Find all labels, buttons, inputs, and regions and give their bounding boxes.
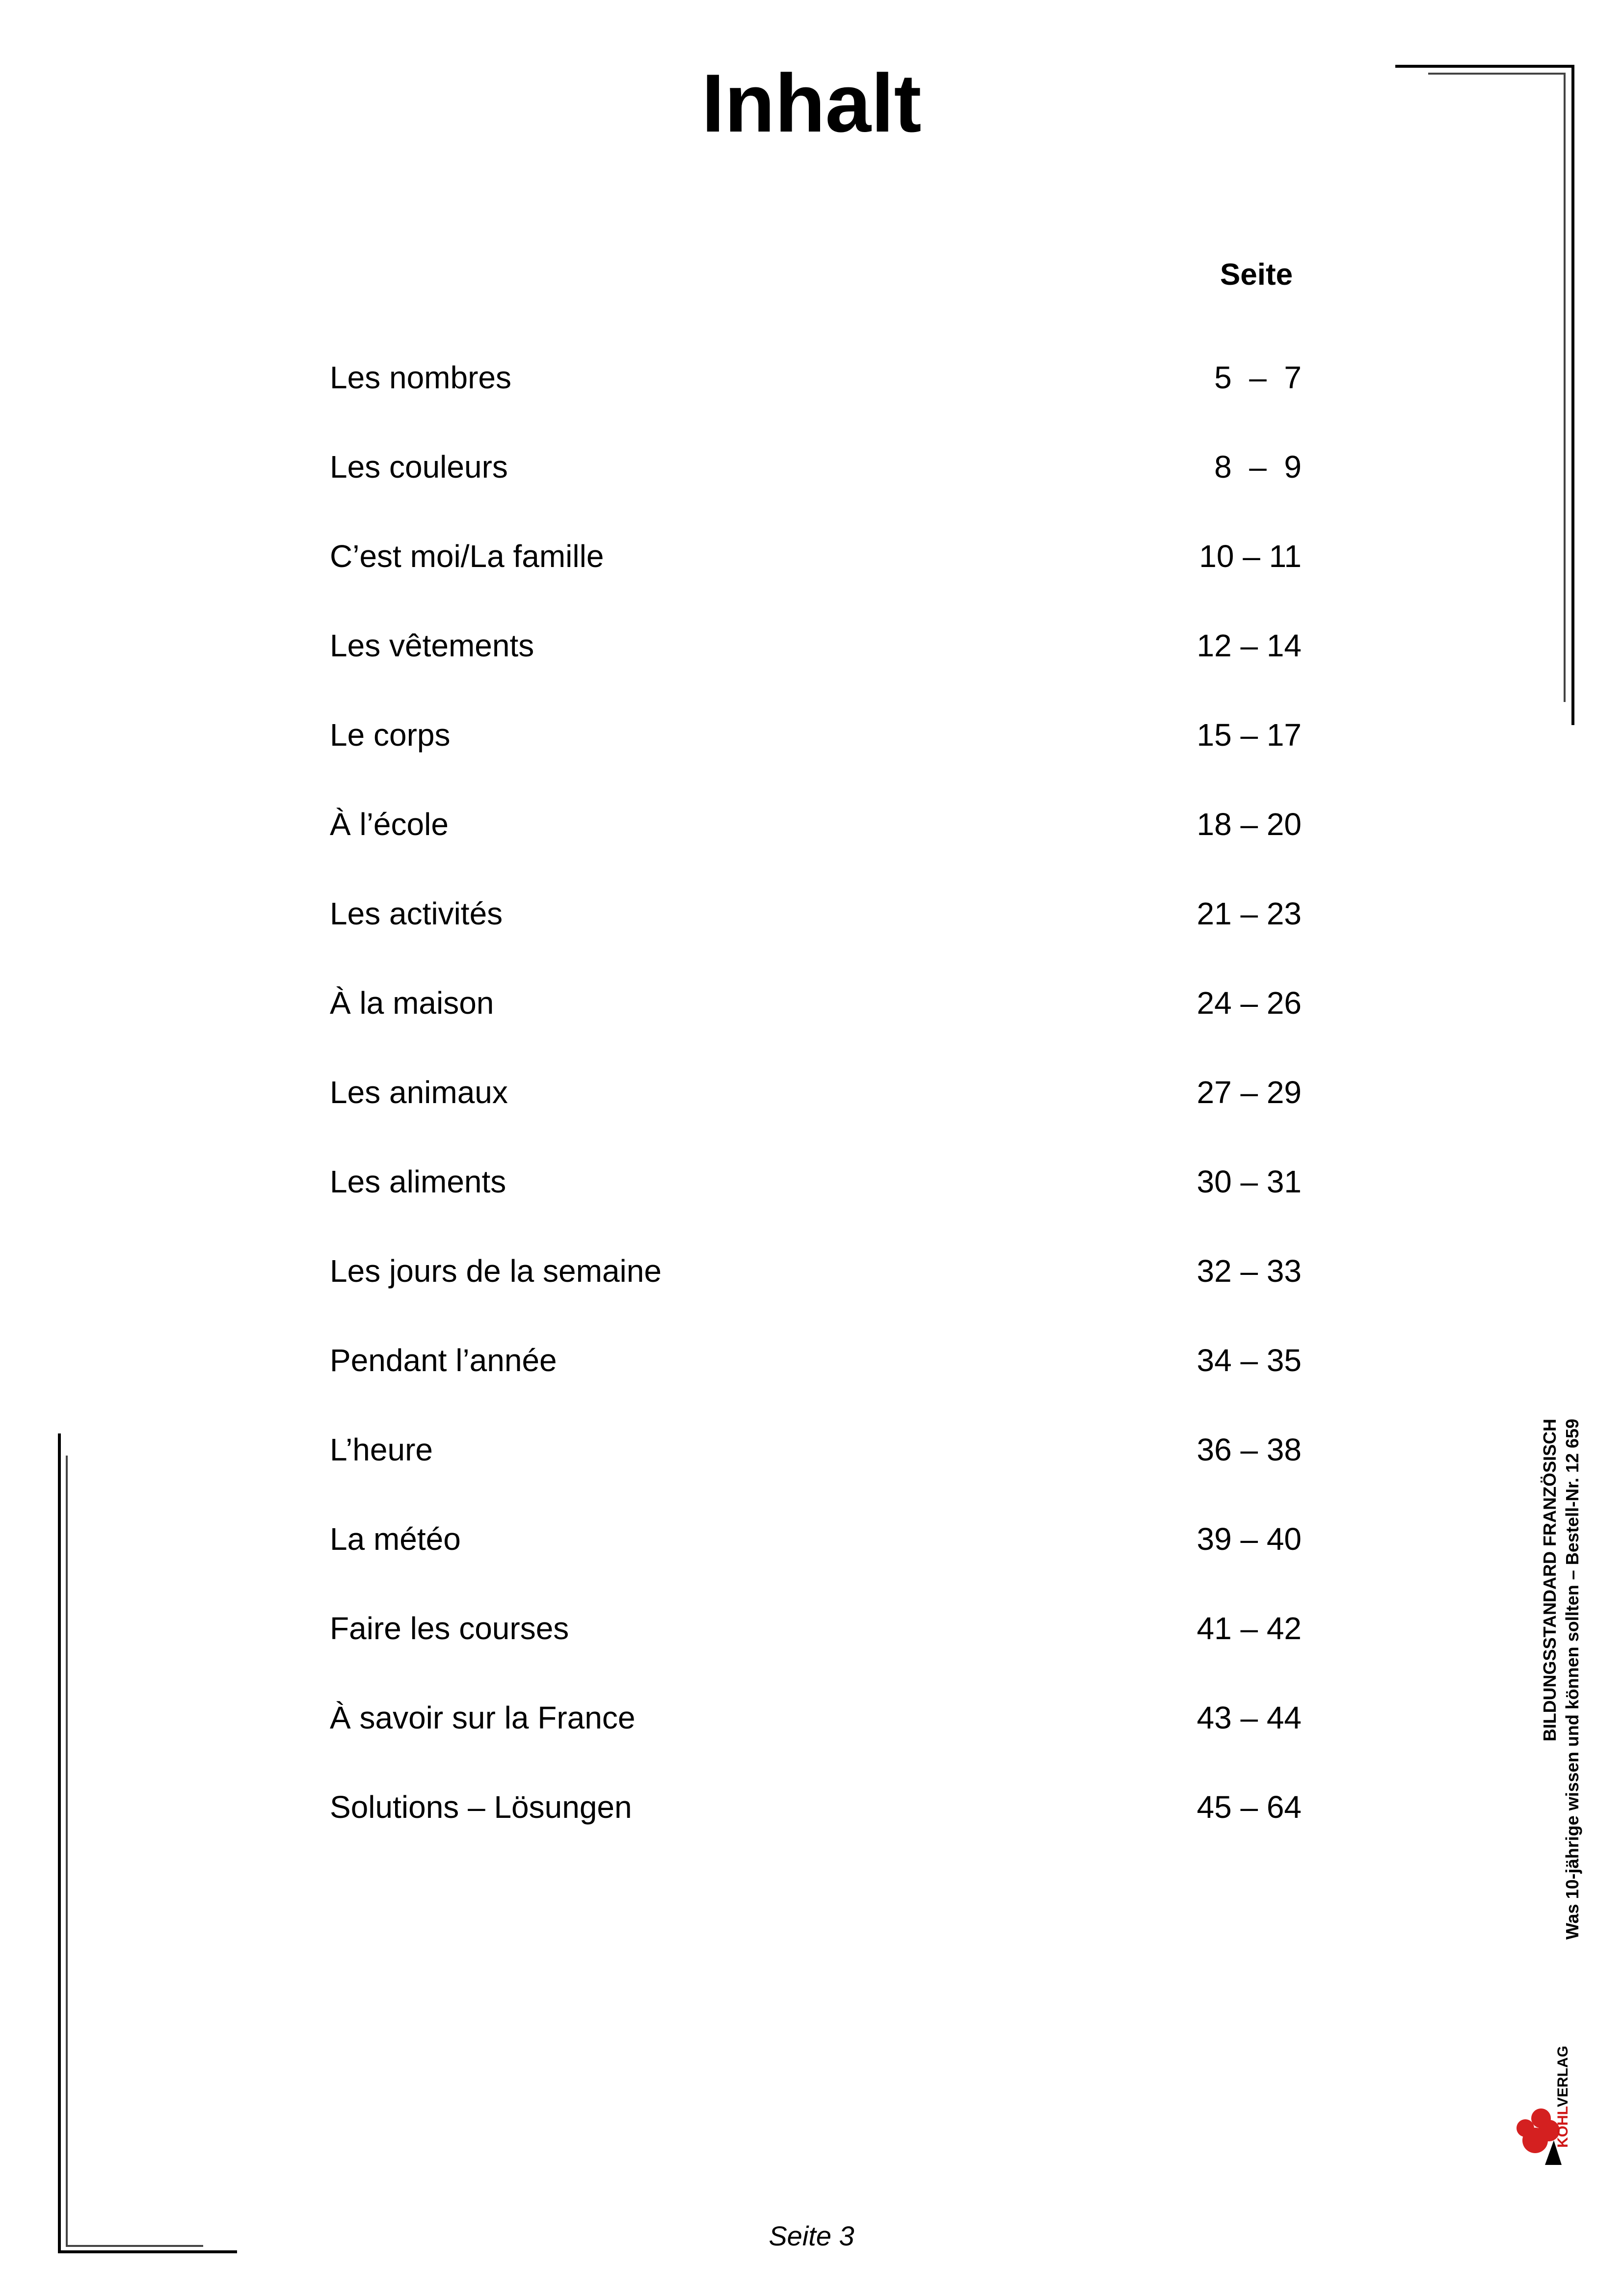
publisher-logo-text xyxy=(1553,2020,1573,2148)
toc-entry-pages: 36 – 38 xyxy=(1197,1432,1302,1467)
toc-entry-label: À la maison xyxy=(330,985,494,1021)
side-text-series: BILDUNGSSTANDARD FRANZÖSISCH xyxy=(1540,1419,1560,1742)
toc-entry xyxy=(330,1338,1311,1428)
toc-entry-pages: 5 – 7 xyxy=(1214,360,1302,395)
page-column-header: Seite xyxy=(1220,258,1293,292)
toc-entry-label: C’est moi/La famille xyxy=(330,539,604,574)
toc-entry-pages: 30 – 31 xyxy=(1197,1164,1302,1199)
toc-entry xyxy=(330,891,1311,981)
toc-entry-label: Les animaux xyxy=(330,1075,508,1110)
toc-entry-pages: 34 – 35 xyxy=(1197,1343,1302,1378)
toc-entry-pages: 10 – 11 xyxy=(1199,539,1302,574)
toc-entry-pages: 41 – 42 xyxy=(1197,1611,1302,1646)
toc-entry-pages: 39 – 40 xyxy=(1197,1521,1302,1557)
logo-text-kohl: KOHL xyxy=(1555,2107,1571,2148)
toc-entry-label: Les jours de la semaine xyxy=(330,1253,662,1289)
toc-entry-label: Les couleurs xyxy=(330,449,508,485)
toc-entry-pages: 45 – 64 xyxy=(1197,1789,1302,1825)
toc-entry xyxy=(330,802,1311,891)
toc-entry xyxy=(330,534,1311,623)
toc-entry-label: Les activités xyxy=(330,896,503,931)
toc-entry-label: Pendant l’année xyxy=(330,1343,557,1378)
toc-entry-pages: 18 – 20 xyxy=(1197,807,1302,842)
toc-entry xyxy=(330,355,1311,445)
toc-entry-label: Le corps xyxy=(330,717,451,753)
frame-line xyxy=(58,1433,61,2253)
frame-line xyxy=(1564,73,1566,702)
frame-line xyxy=(1571,65,1574,725)
toc-entry xyxy=(330,445,1311,534)
toc-entry-pages: 43 – 44 xyxy=(1197,1700,1302,1735)
toc-entry-label: Les nombres xyxy=(330,360,511,395)
toc-entry-label: Les aliments xyxy=(330,1164,506,1199)
toc-entry-label: À l’école xyxy=(330,807,449,842)
page-number: Seite 3 xyxy=(769,2220,854,2251)
toc-entry-label: Solutions – Lösungen xyxy=(330,1789,632,1825)
table-of-contents xyxy=(330,355,1311,1874)
side-text-subtitle: Was 10-jährige wissen und können sollten – Bestell-Nr. 12 659 xyxy=(1562,1419,1582,1940)
publisher-logo-icon xyxy=(1511,2018,1589,2165)
toc-entry-pages: 15 – 17 xyxy=(1197,717,1302,753)
toc-entry xyxy=(330,713,1311,802)
toc-entry-label: À savoir sur la France xyxy=(330,1700,636,1735)
frame-line xyxy=(1395,65,1574,68)
toc-entry-pages: 24 – 26 xyxy=(1197,985,1302,1021)
toc-entry xyxy=(330,1160,1311,1249)
toc-entry-label: L’heure xyxy=(330,1432,433,1467)
toc-entry-label: La météo xyxy=(330,1521,461,1557)
toc-entry xyxy=(330,1428,1311,1517)
toc-entry-pages: 27 – 29 xyxy=(1197,1075,1302,1110)
toc-entry xyxy=(330,1249,1311,1338)
toc-entry xyxy=(330,1517,1311,1606)
logo-tree-crown xyxy=(1517,2119,1534,2137)
side-publication-info xyxy=(1539,1419,1607,2008)
toc-entry xyxy=(330,1785,1311,1874)
toc-entry xyxy=(330,981,1311,1070)
frame-line xyxy=(66,1456,68,2247)
toc-entry xyxy=(330,623,1311,713)
logo-tree-crown xyxy=(1531,2108,1551,2128)
logo-text-verlag: VERLAG xyxy=(1555,2046,1571,2107)
toc-entry xyxy=(330,1696,1311,1785)
toc-entry-pages: 12 – 14 xyxy=(1197,628,1302,663)
toc-entry-pages: 21 – 23 xyxy=(1197,896,1302,931)
page-title: Inhalt xyxy=(701,57,922,149)
frame-line xyxy=(1428,73,1566,75)
toc-entry-pages: 32 – 33 xyxy=(1197,1253,1302,1289)
toc-entry xyxy=(330,1606,1311,1696)
toc-entry-pages: 8 – 9 xyxy=(1214,449,1302,485)
toc-entry xyxy=(330,1070,1311,1160)
toc-entry-label: Les vêtements xyxy=(330,628,534,663)
toc-entry-label: Faire les courses xyxy=(330,1611,569,1646)
